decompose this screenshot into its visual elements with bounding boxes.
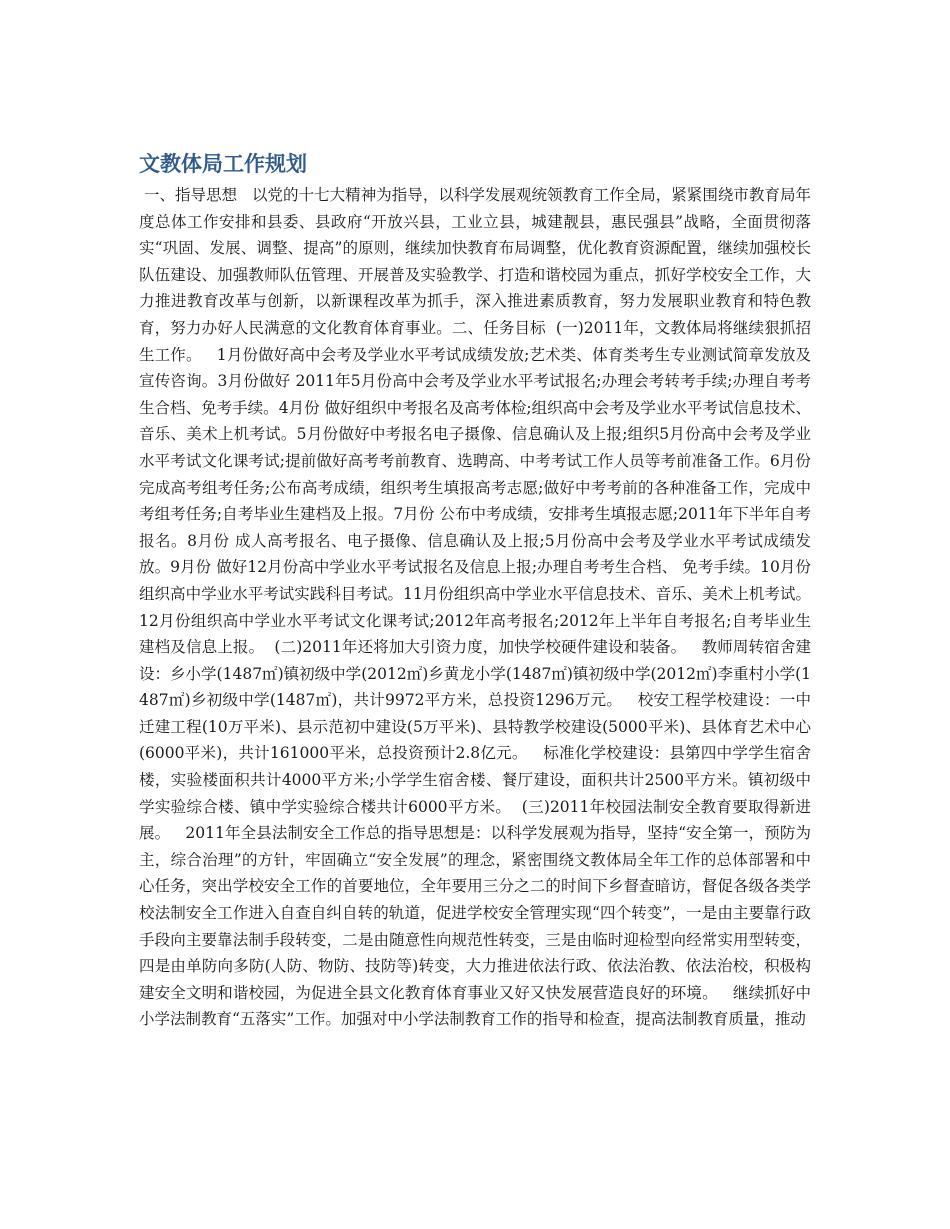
document-page — [139, 148, 811, 1033]
document-body: 一、指导思想 以党的十七大精神为指导，以科学发展观统领教育工作全局，紧紧围绕市教育局年度总体工作安排和县委、县政府“开放兴县，工业立县，城建靓县，惠民强县”战略，全面贯彻落实“巩固、发展、调整、提高”的原则，继续加快教育布局调整，优化教育资源配置，继续加强校长队伍建设、加强教师队伍管理、开展普及实验教学、打造和谐校园为重点，抓好学校安全工作，大力推进教育改革与创新，以新课程改革为抓手，深入推进素质教育，努力发展职业教育和特色教育，努力办好人民满意的文化教育体育事业。二、任务目标 (一)2011年，文教体局将继续狠抓招生工作。 1月份做好高中会考及学业水平考试成绩发放;艺术类、体育类考生专业测试简章发放及宣传咨询。3月份做好 2011年5月份高中会考及学业水平考试报名;办理会考转考手续;办理自考考生合档、免考手续。4月份 做好组织中考报名及高考体检;组织高中会考及学业水平考试信息技术、音乐、美术上机考试。5月份做好中考报名电子摄像、信息确认及上报;组织5月份高中会考及学业水平考试文化课考试;提前做好高考考前教育、选聘高、中考考试工作人员等考前准备工作。6月份完成高考组考任务;公布高考成绩，组织考生填报高考志愿;做好中考考前的各种准备工作，完成中考组考任务;自考毕业生建档及上报。7月份 公布中考成绩，安排考生填报志愿;2011年下半年自考报名。8月份 成人高考报名、电子摄像、信息确认及上报;5月份高中会考及学业水平考试成绩发放。9月份 做好12月份高中学业水平考试报名及信息上报;办理自考考生合档、 免考手续。10月份组织高中学业水平考试实践科目考试。11月份组织高中学业水平信息技术、音乐、美术上机考试。12月份组织高中学业水平考试文化课考试;2012年高考报名;2012年上半年自考报名;自考毕业生建档及信息上报。 (二)2011年还将加大引资力度，加快学校硬件建设和装备。 教师周转宿舍建设：乡小学(1487㎡)镇初级中学(2012㎡)乡黄龙小学(1487㎡)镇初级中学(2012㎡)李重村小学(1487㎡)乡初级中学(1487㎡)，共计9972平方米，总投资1296万元。 校安工程学校建设：一中迁建工程(10万平米)、县示范初中建设(5万平米)、县特教学校建设(5000平米)、县体育艺术中心(6000平米)，共计161000平米，总投资预计2.8亿元。 标准化学校建设：县第四中学学生宿舍楼，实验楼面积共计4000平方米;小学学生宿舍楼、餐厅建设，面积共计2500平方米。镇初级中学实验综合楼、镇中学实验综合楼共计6000平方米。 (三)2011年校园法制安全教育要取得新进展。 2011年全县法制安全工作总的指导思想是：以科学发展观为指导，坚持“安全第一，预防为主，综合治理”的方针，牢固确立“安全发展”的理念，紧密围绕文教体局全年工作的总体部署和中心任务，突出学校安全工作的首要地位，全年要用三分之二的时间下乡督查暗访，督促各级各类学校法制安全工作进入自查自纠自转的轨道，促进学校安全管理实现“四个转变”，一是由主要靠行政手段向主要靠法制手段转变，二是由随意性向规范性转变，三是由临时迎检型向经常实用型转变，四是由单防向多防(人防、物防、技防等)转变，大力推进依法行政、依法治教、依法治校，积极构建安全文明和谐校园，为促进全县文化教育体育事业又好又快发展营造良好的环境。 继续抓好中小学法制教育“五落实”工作。加强对中小学法制教育工作的指导和检查，提高法制教育质量，推动 — [139, 186, 811, 1029]
document-title: 文教体局工作规划 — [139, 152, 307, 176]
